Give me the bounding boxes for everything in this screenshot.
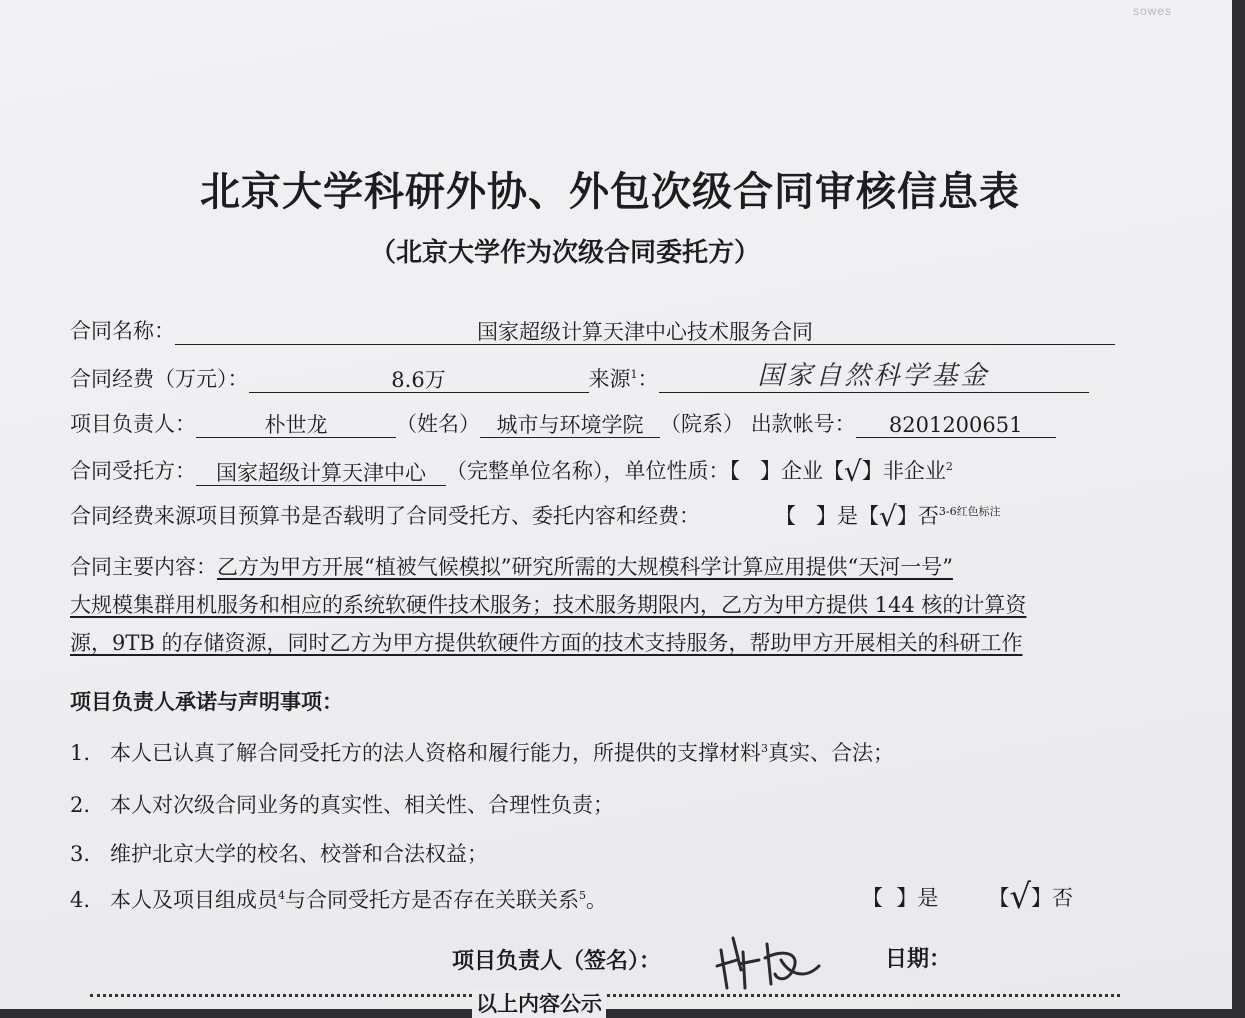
relation-options bbox=[862, 877, 1074, 917]
bracket-close: 】 bbox=[896, 504, 918, 528]
trustee-hint: （完整单位名称），单位性质： bbox=[446, 459, 730, 483]
bracket-open: 【 bbox=[729, 459, 740, 483]
bracket-close: 】 bbox=[1031, 886, 1053, 910]
contract-fee-label: 合同经费（万元）： bbox=[70, 366, 249, 391]
bracket-open: 【 bbox=[988, 886, 1010, 910]
non-enterprise-footnote: 2 bbox=[945, 460, 953, 473]
trustee-label: 合同受托方： bbox=[70, 459, 196, 483]
contract-fee-value: 8.6万 bbox=[249, 368, 589, 393]
trustee-value: 国家超级计算天津中心 bbox=[196, 461, 446, 486]
item-number: 1. bbox=[70, 741, 91, 765]
opt-non-enterprise: 非企业 bbox=[882, 459, 946, 483]
declaration-item bbox=[70, 838, 488, 868]
declaration-item bbox=[70, 884, 607, 914]
project-leader-name: 朴世龙 bbox=[196, 413, 396, 438]
source-value: 国家自然科学基金 bbox=[659, 362, 1089, 393]
contract-name-row bbox=[70, 315, 1115, 345]
name-hint: （姓名） bbox=[396, 412, 480, 436]
relation-no: 否 bbox=[1052, 886, 1074, 910]
account-value: 8201200651 bbox=[856, 413, 1056, 438]
budget-question-row bbox=[70, 500, 1001, 531]
account-label: 出款帐号： bbox=[750, 412, 856, 436]
department-hint: （院系） bbox=[660, 412, 744, 436]
main-content-line-3: 源，9TB 的存储资源，同时乙方为甲方提供软硬件方面的技术支持服务，帮助甲方开展相关的科研工作 bbox=[70, 631, 1023, 655]
checkmark-icon: √ bbox=[844, 455, 862, 488]
source-footnote: 1 bbox=[630, 367, 638, 381]
public-notice-divider bbox=[90, 988, 1120, 1018]
project-leader-row bbox=[70, 408, 1056, 438]
declaration-item bbox=[70, 789, 614, 819]
item-text: 本人对次级合同业务的真实性、相关性、合理性负责； bbox=[110, 793, 614, 817]
project-leader-label: 项目负责人： bbox=[70, 412, 196, 436]
checkmark-icon: √ bbox=[879, 500, 897, 533]
item-text: 。 bbox=[586, 888, 607, 912]
form-title: 北京大学科研外协、外包次级合同审核信息表 bbox=[200, 169, 1020, 215]
bracket-close: 】 bbox=[760, 459, 782, 483]
item-footnote: 5 bbox=[579, 889, 586, 902]
trustee-row bbox=[70, 455, 953, 486]
main-content-line-2: 大规模集群用机服务和相应的系统软硬件技术服务；技术服务期限内，乙方为甲方提供 144 核的计算资 bbox=[70, 593, 1027, 617]
contract-name-label: 合同名称： bbox=[70, 319, 175, 343]
corner-print: sowes bbox=[1132, 4, 1172, 18]
opt-enterprise: 企业 bbox=[781, 459, 824, 483]
bracket-open: 【 bbox=[858, 504, 880, 528]
budget-note: 3-6红色标注 bbox=[938, 505, 1001, 518]
item-footnote: 3 bbox=[761, 742, 768, 755]
handwritten-signature bbox=[715, 930, 825, 992]
bracket-close: 】 bbox=[861, 459, 883, 483]
item-footnote: 4 bbox=[278, 889, 285, 902]
budget-yes: 是 bbox=[837, 504, 859, 528]
source-label: 来源 bbox=[588, 366, 631, 391]
contract-name-value: 国家超级计算天津中心技术服务合同 bbox=[175, 320, 1115, 345]
budget-no: 否 bbox=[917, 504, 939, 528]
main-content-line-1: 乙方为甲方开展“植被气候模拟”研究所需的大规模科学计算应用提供“天河一号” bbox=[217, 555, 953, 579]
main-content-label: 合同主要内容： bbox=[70, 555, 217, 579]
public-notice-text: 以上内容公示 bbox=[472, 988, 606, 1018]
form-subtitle: （北京大学作为次级合同委托方） bbox=[370, 238, 761, 268]
relation-yes: 是 bbox=[917, 886, 939, 910]
bracket-close: 】 bbox=[816, 504, 838, 528]
main-content-block bbox=[70, 548, 1165, 662]
checkmark-icon: √ bbox=[1009, 877, 1032, 917]
declaration-item bbox=[70, 737, 894, 767]
department-value: 城市与环境学院 bbox=[480, 413, 660, 438]
bracket-close: 】 bbox=[896, 886, 918, 910]
item-number: 4. bbox=[70, 888, 91, 912]
budget-question-label: 合同经费来源项目预算书是否载明了合同受托方、委托内容和经费： bbox=[70, 504, 700, 528]
item-text: 与合同受托方是否存在关联关系 bbox=[285, 888, 579, 912]
item-text: 本人已认真了解合同受托方的法人资格和履行能力，所提供的支撑材料 bbox=[110, 741, 761, 765]
contract-fee-row bbox=[70, 362, 1089, 393]
item-text: 维护北京大学的校名、校誉和合法权益； bbox=[110, 842, 488, 866]
item-text: 本人及项目组成员 bbox=[110, 888, 278, 912]
bracket-open: 【 bbox=[862, 886, 883, 910]
item-number: 2. bbox=[70, 793, 91, 817]
bracket-open: 【 bbox=[823, 459, 845, 483]
declaration-heading: 项目负责人承诺与声明事项： bbox=[70, 690, 343, 714]
date-label: 日期： bbox=[885, 947, 952, 972]
bracket-open: 【 bbox=[775, 504, 796, 528]
signature-label: 项目负责人（签名）： bbox=[452, 949, 662, 974]
source-colon: ： bbox=[637, 366, 659, 391]
item-text: 真实、合法； bbox=[768, 741, 894, 765]
item-number: 3. bbox=[70, 842, 91, 866]
